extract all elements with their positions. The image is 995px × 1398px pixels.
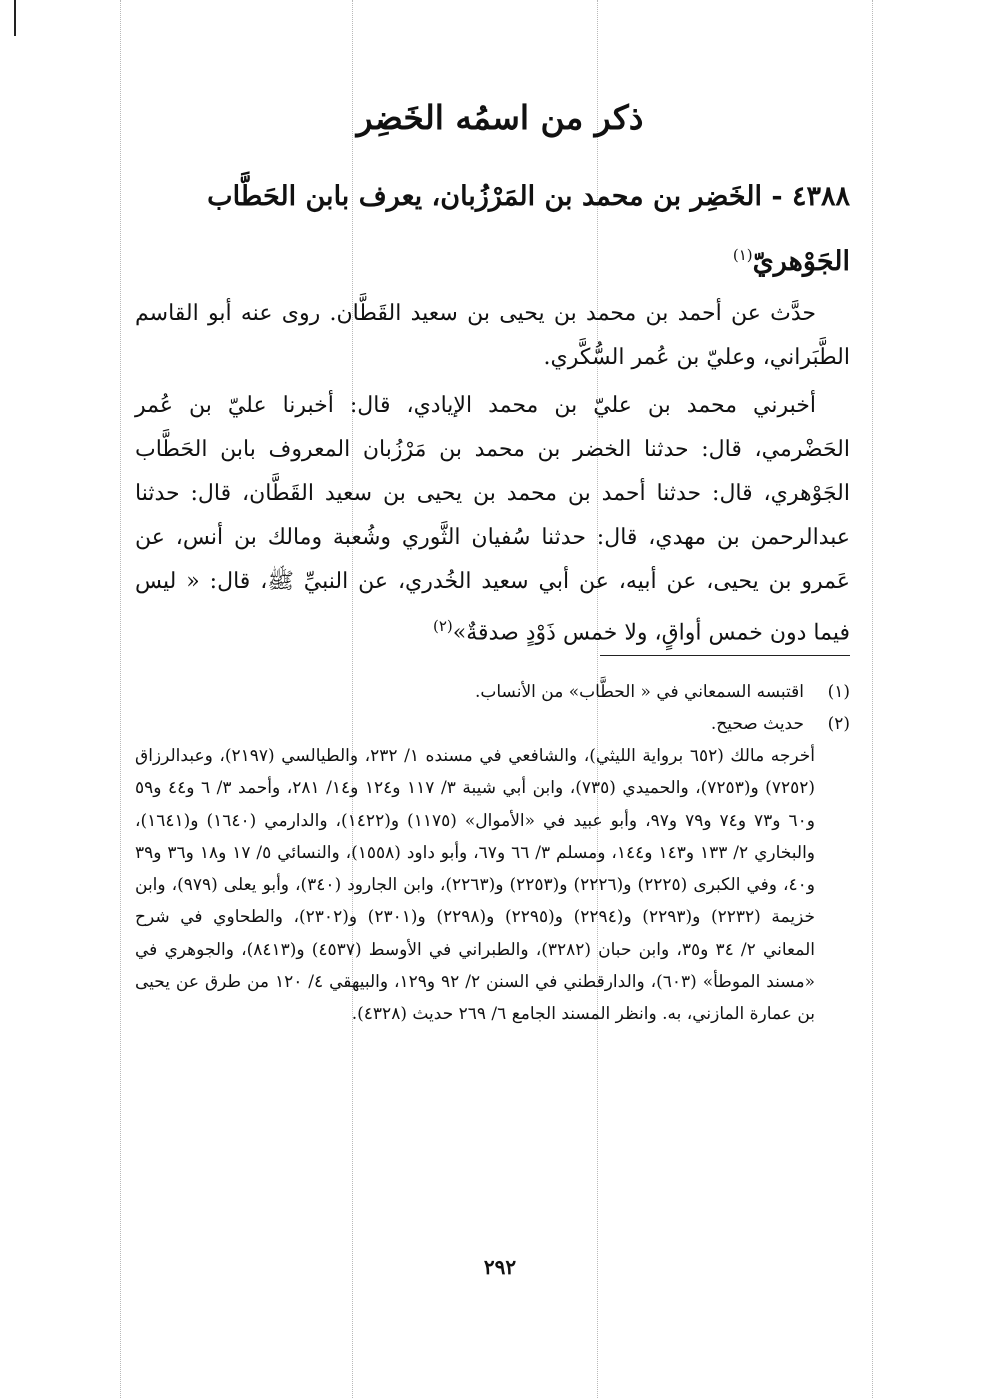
scan-dotted-line bbox=[872, 0, 873, 1398]
chapter-title: ذكر من اسمُه الخَضِر bbox=[356, 98, 644, 137]
entry-heading bbox=[135, 168, 850, 291]
page-number: ٢٩٢ bbox=[483, 1255, 517, 1279]
paragraph-1-text: حدَّث عن أحمد بن محمد بن يحيى بن سعيد القَطَّان. روى عنه أبو القاسم الطَّبَراني، وعليّ بن عُمر السُّكَّري. bbox=[135, 301, 850, 370]
footnote-2-text: حديث صحيح. bbox=[710, 714, 804, 734]
paragraph-2-text: أخبرني محمد بن عليّ بن محمد الإيادي، قال: أخبرنا عليّ بن عُمر الحَضْرمي، قال: حدثنا الخضر بن محمد بن مَرْزُبان المعروف بابن الحَطَّاب الجَوْهري، قال: حدثنا أحمد بن محمد بن يحيى بن سعيد القَطَّان، قال: حدثنا عبدالرحمن بن مهدي، قال: حدثنا سُفيان الثَّوري وشُعبة ومالك بن أنس، عن عَمرو بن يحيى، عن أبيه، عن أبي سعيد الخُدري، عن النبيِّ ﷺ، قال: « ليس فيما دون خمس أواقٍ، ولا خمس ذَوْدٍ صدقةٌ» bbox=[135, 393, 850, 646]
footnote-separator bbox=[600, 655, 850, 656]
scan-edge-mark bbox=[14, 0, 16, 36]
footnote-2-body: أخرجه مالك (٦٥٢ برواية الليثي)، والشافعي في مسنده ١/ ٢٣٢، والطيالسي (٢١٩٧)، وعبدالرزاق (٧٢٥٢) و(٧٢٥٣)، والحميدي (٧٣٥)، وابن أبي شيبة ٣/ ١١٧ و١٢٤ و١٤/ ٢٨١، وأحمد ٣/ ٦ و٤٤ و٥٩ و٦٠ و٧٣ و٧٤ و٧٩ و٩٧، وأبو عبيد في «الأموال» (١١٧٥) و(١٤٢٢)، والدارمي (١٦٤٠) و(١٦٤١)، والبخاري ٢/ ١٣٣ و١٤٣ و١٤٤، ومسلم ٣/ ٦٦ و٦٧، وأبو داود (١٥٥٨)، والنسائي ٥/ ١٧ و١٨ و٣٦ و٣٩ و٤٠، وفي الكبرى (٢٢٢٥) و(٢٢٢٦) و(٢٢٥٣) و(٢٢٦٣)، وابن الجارود (٣٤٠)، وأبو يعلى (٩٧٩)، وابن خزيمة (٢٢٣٢) و(٢٢٩٣) و(٢٢٩٤) و(٢٢٩٥) و(٢٢٩٨) و(٢٣٠١) و(٢٣٠٢)، والطحاوي في شرح المعاني ٢/ ٣٤ و٣٥، وابن حبان (٣٢٨٢)، والطبراني في الأوسط (٤٥٣٧) و(٨٤١٣)، والجوهري في «مسند الموطأ» (٦٠٣)، والدارقطني في السنن ٢/ ٩٢ و١٢٩، والبيهقي ٤/ ١٢٠ من طرق عن يحيى بن عمارة المازني، به. وانظر المسند الجامع ٦/ ٢٦٩ حديث (٤٣٢٨). bbox=[135, 746, 816, 1025]
paragraph-2 bbox=[135, 384, 850, 655]
footnote-2-number: (٢) bbox=[827, 714, 850, 734]
footnote-ref-2: (٢) bbox=[432, 617, 453, 635]
footnote-1-number: (١) bbox=[827, 682, 850, 702]
scan-dotted-line bbox=[120, 0, 121, 1398]
footnote-2 bbox=[135, 708, 850, 740]
footnote-ref-1: (١) bbox=[732, 246, 753, 264]
footnote-1-text: اقتبسه السمعاني في « الحطَّاب» من الأنساب. bbox=[474, 682, 804, 702]
footnote-1 bbox=[135, 676, 850, 708]
entry-heading-text: ٤٣٨٨ - الخَضِر بن محمد بن المَرْزُبان، يعرف بابن الحَطَّاب الجَوْهريّ bbox=[207, 181, 850, 277]
paragraph-1 bbox=[135, 292, 850, 380]
